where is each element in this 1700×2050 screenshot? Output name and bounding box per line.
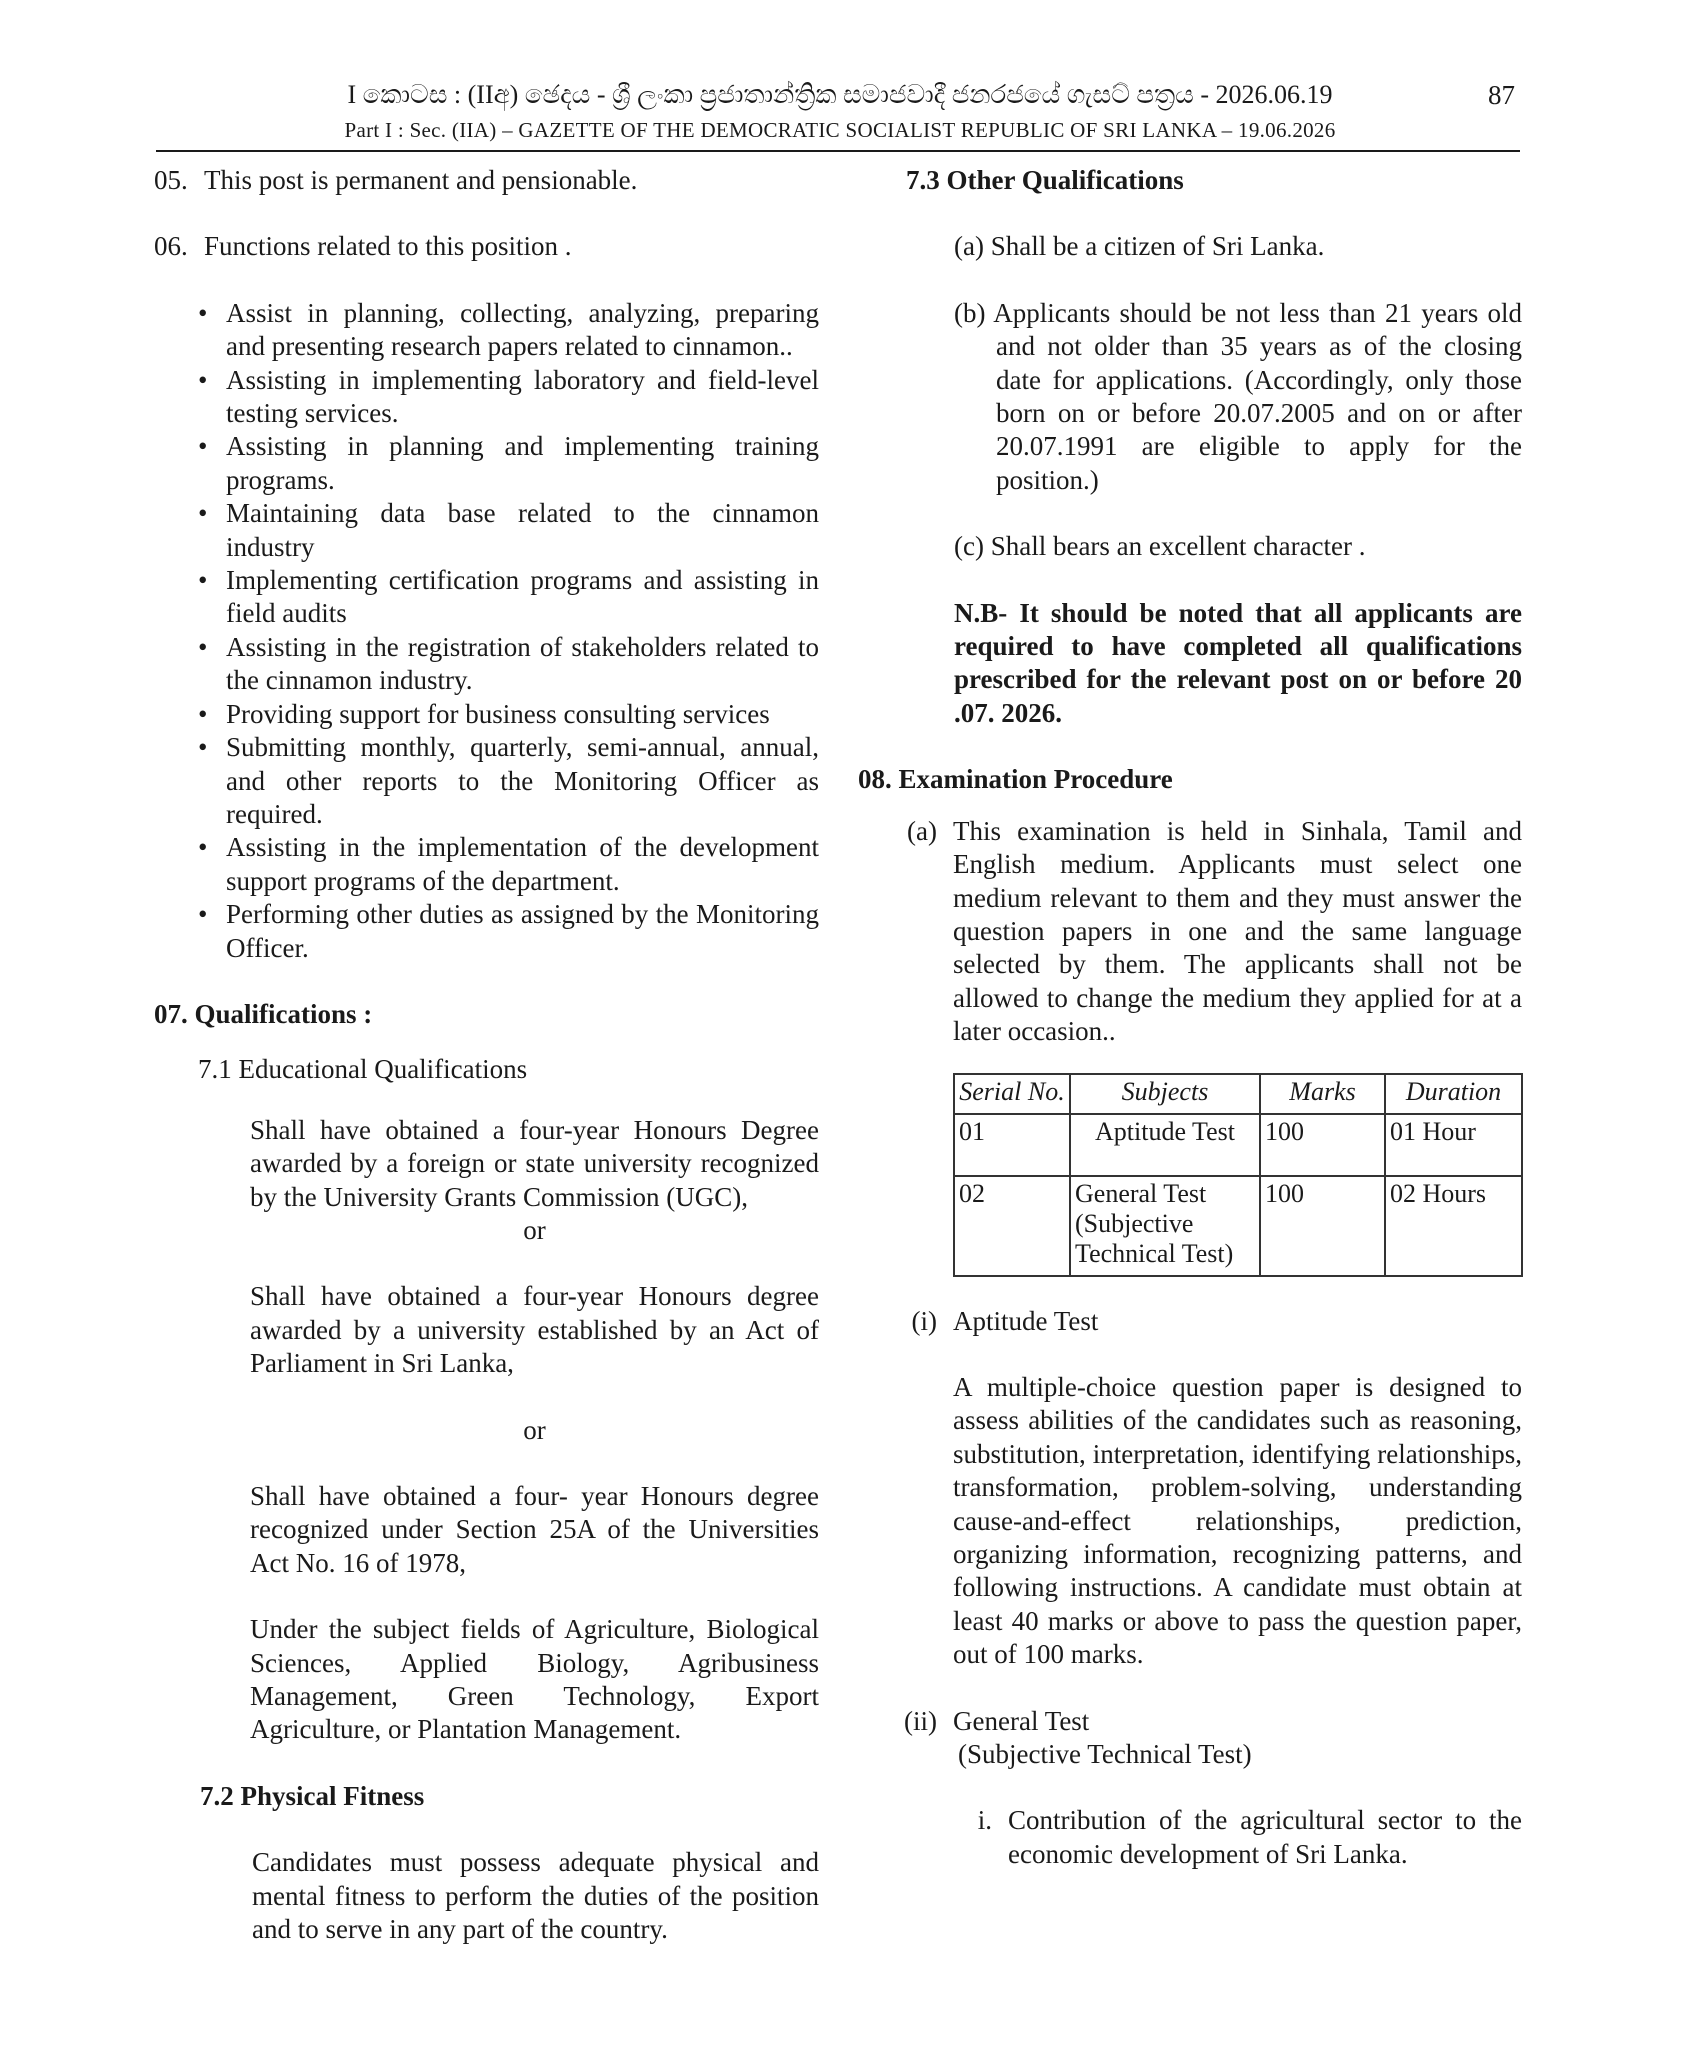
table-row [954,1114,1522,1176]
aptitude-test-heading [858,1305,1522,1338]
functions-list [154,297,819,965]
item-label: (a) [907,815,937,846]
section-08-title: 08. Examination Procedure [858,764,1173,795]
edu-paragraph-2: Shall have obtained a four-year Honours degree awarded by a university established by an Act of Parliament in Sri Lanka, [250,1281,819,1379]
column-header: Duration [1385,1074,1522,1114]
item-label: (i) [911,1305,937,1336]
section-7-1-title: 7.1 Educational Qualifications [198,1054,528,1085]
other-qual-a: (a) Shall be a citizen of Sri Lanka. [954,231,1325,262]
item-title: Aptitude Test [953,1305,1099,1336]
table-cell: 01 Hour [1385,1114,1522,1176]
nb-note: N.B- It should be noted that all applicants are required to have completed all qualifications prescribed for the relevant post on or before 20 .07. 2026. [954,597,1522,728]
other-qual-c: (c) Shall bears an excellent character . [954,531,1366,562]
section-text: This post is permanent and pensionable. [204,165,638,195]
general-test-item [858,1804,1522,1871]
physical-fitness-paragraph: Candidates must possess adequate physical and mental fitness to perform the duties of the position and to serve in any part of the country. [252,1847,819,1945]
general-test-heading [858,1705,1522,1738]
section-7-3-title: 7.3 Other Qualifications [906,165,1184,195]
table-cell: 01 [954,1114,1070,1176]
list-item: • Implementing certification programs and assisting in field audits [198,564,819,631]
table-cell: 02 [954,1176,1070,1276]
section-text: Functions related to this position . [204,231,572,262]
or-separator: or [523,1214,546,1245]
aptitude-test-description: A multiple-choice question paper is designed to assess abilities of the candidates such as reasoning, substitution, interpretation, identifying relationships, transformation, problem-solving, understanding cause-and-effect relationships, prediction, organizing information, recognizing patterns, and following instructions. A candidate must obtain at least 40 marks or above to pass the question paper, out of 100 marks. [953,1371,1522,1670]
item-title: General Test [953,1705,1090,1736]
table-cell: 100 [1260,1176,1385,1276]
list-item: • Assisting in the registration of stakeholders related to the cinnamon industry. [198,631,819,698]
section-05 [154,164,819,197]
list-item: • Performing other duties as assigned by the Monitoring Officer. [198,898,819,965]
other-qual-b: (b) Applicants should be not less than 21 years old and not older than 35 years as of the closing date for applications. (Accordingly, only those born on or before 20.07.2005 and on or after 20.07.1991 are eligible to apply for the position.) [954,297,1522,495]
item-text: Contribution of the agricultural sector to the economic development of Sri Lanka. [1008,1805,1522,1869]
column-header: Serial No. [954,1074,1070,1114]
table-cell: 02 Hours [1385,1176,1522,1276]
page-number: 87 [1488,80,1515,110]
column-header: Marks [1260,1074,1385,1114]
header-english-line: Part I : Sec. (IIA) – GAZETTE OF THE DEMOCRATIC SOCIALIST REPUBLIC OF SRI LANKA – 19.06.2026 [344,118,1336,142]
list-item: • Providing support for business consulting services [198,698,819,731]
table-row [954,1176,1522,1276]
table-cell: 100 [1260,1114,1385,1176]
item-text: This examination is held in Sinhala, Tamil and English medium. Applicants must select one medium relevant to them and they must answer the question papers in one and the same language selected by them. The applicants shall not be allowed to change the medium they applied for at a later occasion.. [953,815,1522,1047]
or-separator: or [523,1414,546,1445]
item-number: i. [977,1805,992,1836]
list-item: • Assist in planning, collecting, analyzing, preparing and presenting research papers related to cinnamon.. [198,297,819,364]
list-item: • Assisting in the implementation of the development support programs of the department. [198,831,819,898]
section-06 [154,230,819,263]
section-number: 05. [154,165,188,195]
list-item: • Maintaining data base related to the cinnamon industry [198,497,819,564]
section-07-title: 07. Qualifications : [154,998,373,1029]
left-column [154,160,819,1946]
edu-paragraph-4: Under the subject fields of Agriculture, Biological Sciences, Applied Biology, Agribusiness Management, Green Technology, Export Agriculture, or Plantation Management. [250,1614,819,1745]
edu-paragraph-1: Shall have obtained a four-year Honours Degree awarded by a foreign or state university recognized by the University Grants Commission (UGC), [250,1114,819,1212]
exam-table [953,1073,1523,1277]
list-item: • Assisting in implementing laboratory and field-level testing services. [198,364,819,431]
edu-paragraph-3: Shall have obtained a four- year Honours degree recognized under Section 25A of the Universities Act No. 16 of 1978, [250,1481,819,1578]
section-number: 06. [154,231,188,262]
item-label: (ii) [904,1705,937,1736]
header-sinhala-line: I කොටස : (IIඅ) ඡෙදය - ශ්‍රී ලංකා ප්‍රජාතාන්ත්‍රික සමාජවාදී ජනරජයේ ගැසට් පත්‍රය - 2026.06.19 [347,80,1333,109]
list-item: • Assisting in planning and implementing training programs. [198,430,819,497]
header-divider [156,150,1520,152]
table-header-row [954,1074,1522,1114]
right-column [858,160,1522,1871]
section-7-2-title: 7.2 Physical Fitness [200,1780,425,1811]
list-item: • Submitting monthly, quarterly, semi-annual, annual, and other reports to the Monitoring Officer as required. [198,731,819,831]
general-test-subtitle: (Subjective Technical Test) [958,1739,1252,1769]
table-cell: General Test (Subjective Technical Test) [1070,1176,1260,1276]
column-header: Subjects [1070,1074,1260,1114]
section-08-a [858,815,1522,1049]
table-cell: Aptitude Test [1070,1114,1260,1176]
